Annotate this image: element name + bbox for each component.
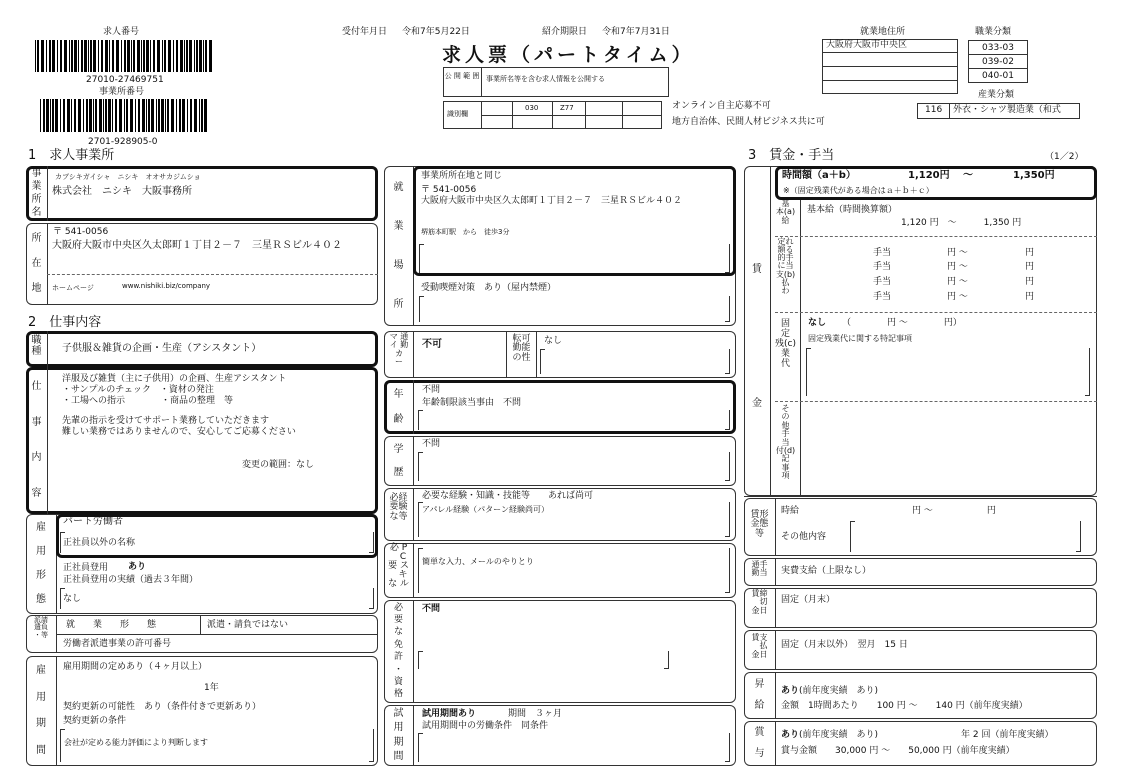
- regular-record: なし: [63, 594, 82, 604]
- job-type-label: 職 種: [31, 335, 42, 357]
- trial-cond: 試用期間中の労働条件 同条件: [422, 721, 549, 731]
- allowance-name: 手当: [873, 262, 892, 272]
- transfer-label: 転可 勤能 の性: [512, 334, 531, 363]
- renewal: 契約更新の可能性 あり（条件付きで更新あり）: [63, 702, 262, 712]
- office-zip: 〒 541-0056: [53, 227, 109, 237]
- bonus-note: (前年度実績 あり): [799, 730, 879, 740]
- pc-skill-label: 必 P C 要 ス キ な ル: [388, 543, 409, 589]
- commute-value: 実費支給（上限なし）: [781, 566, 872, 576]
- job-class: 040-01: [969, 69, 1028, 83]
- education-value: 不問: [422, 439, 441, 449]
- employment-period: 雇用期間の定めあり（４ヶ月以上）: [63, 662, 208, 672]
- industry-label: 産業分類: [978, 90, 1015, 100]
- work-zip: 〒 541-0056: [421, 185, 477, 195]
- industry: 外衣・シャツ製造業（和式: [953, 105, 1061, 115]
- hourly-tilde: ～: [963, 170, 973, 181]
- fixed-ot-range: （ 円 ～ 円）: [842, 318, 962, 328]
- work-place-col-label: 就 業 場 所: [393, 181, 404, 310]
- age-reason: 年齢制限該当事由 不問: [422, 398, 522, 408]
- work-address: 大阪府大阪市中央区久太郎町１丁目２－７ 三星ＲＳビル４０２: [421, 196, 683, 206]
- fixed-ot-value: なし: [808, 318, 827, 328]
- age-value: 不問: [422, 385, 441, 395]
- office-name-label: 事 業 所 名: [31, 168, 42, 218]
- industry-code: 116: [925, 105, 943, 115]
- payday-value: 固定（月末以外） 翌月 15 日: [781, 640, 908, 650]
- other-allowance-label: そ の 他 手 当 付(d) 記 事 項: [775, 404, 796, 481]
- regular-record-label: 正社員登用の実績（過去３年間）: [63, 575, 199, 585]
- employment-years: 1年: [204, 683, 219, 693]
- education-label: 学 歴: [393, 443, 404, 478]
- mycar-value: 不可: [422, 339, 442, 350]
- job-content-line: ・サンプルのチェック ・資材の発注: [62, 385, 214, 395]
- allowance-label: 定れ 額る 的手 に当 支(b) 払 わ: [775, 237, 796, 295]
- fixed-ot-note: 固定残業代に関する特記事項: [808, 334, 912, 343]
- work-place-label: 就業地住所: [860, 27, 906, 37]
- age-label: 年 齢: [393, 388, 404, 425]
- public-scope: 事業所名等を含む求人情報を公開する: [486, 75, 605, 83]
- section-2-title: 2 仕事内容: [28, 315, 102, 330]
- hourly-min: 1,120円: [908, 170, 950, 181]
- pay-form-other: その他内容: [781, 532, 827, 542]
- office-name: 株式会社 ニシキ 大阪事務所: [52, 186, 192, 197]
- id-code: 030: [525, 104, 539, 112]
- raise-label: 昇 給: [754, 678, 765, 712]
- allowance-yen: 円: [1025, 277, 1035, 287]
- job-class-label: 職業分類: [975, 27, 1012, 37]
- wage-label: 賃: [752, 264, 762, 275]
- transfer-value: なし: [544, 336, 563, 346]
- pc-skill-value: 簡単な入力、メールのやりとり: [422, 557, 534, 566]
- allowance-yen: 円: [1025, 262, 1035, 272]
- wage-label: 金: [752, 398, 762, 409]
- renewal-cond-label: 契約更新の条件: [63, 716, 127, 726]
- job-content-line: 先輩の指示を受けてサポート業務していただきます: [62, 416, 270, 426]
- employment-name-label: 正社員以外の名称: [63, 538, 136, 548]
- received-date: 令和7年5月22日: [402, 27, 470, 37]
- regular-value: あり: [128, 562, 147, 572]
- dispatch-sub-label: 就 業 形 態: [66, 620, 157, 630]
- experience-detail: アパレル経験（パターン経験尚可）: [422, 505, 549, 514]
- trial-label: 試 用 期 間: [393, 708, 404, 762]
- cutoff-value: 固定（月末）: [781, 595, 836, 605]
- raise-amount: 金額 1時間あたり 100 円 ～ 140 円（前年度実績）: [781, 701, 1028, 711]
- dispatch-value: 派遣・請負ではない: [207, 620, 289, 630]
- allowance-name: 手当: [873, 277, 892, 287]
- office-number-label: 事業所番号: [99, 87, 145, 97]
- job-class: 039-02: [969, 55, 1028, 69]
- fixed-note: ※（固定残業代がある場合はａ＋ｂ＋ｃ）: [783, 186, 934, 195]
- online-apply: オンライン自主応募不可: [672, 101, 771, 111]
- hourly-max: 1,350円: [1013, 170, 1055, 181]
- allowance-name: 手当: [873, 248, 892, 258]
- work-station: 堺筋本町駅 から 徒歩3分: [421, 228, 510, 236]
- id-code: Z77: [560, 104, 574, 112]
- bonus-amount: 賞与金額 30,000 円 ～ 50,000 円（前年度実績）: [781, 746, 1015, 756]
- fixed-ot-label: 固 定 残(c) 業 代: [775, 319, 796, 369]
- job-content-line: ・工場への指示 ・商品の整理 等: [62, 396, 234, 406]
- base-range: 1,120 円 ～ 1,350 円: [901, 218, 1022, 228]
- employment-label: 雇 用 形 態: [36, 522, 46, 605]
- public-scope-label: 公 開 範 囲: [444, 72, 480, 80]
- cutoff-label: 賃締 切 金日: [751, 589, 768, 615]
- allowance-name: 手当: [873, 292, 892, 302]
- trial-value: 試用期間あり: [422, 709, 477, 719]
- regular-label: 正社員登用: [63, 563, 109, 573]
- allowance-yen: 円: [1025, 292, 1035, 302]
- payday-label: 賃支 払 金日: [751, 633, 768, 659]
- allowance-range: 円 ～: [947, 248, 968, 258]
- trial-period: 期間 ３ヶ月: [508, 709, 563, 719]
- dispatch-permit: 労働者派遣事業の許可番号: [63, 639, 172, 649]
- job-type: 子供服＆雑貨の企画・生産（アシスタント）: [62, 343, 262, 354]
- job-number-barcode: [35, 40, 215, 72]
- allowance-yen: 円: [1025, 248, 1035, 258]
- work-same: 事業所所在地と同じ: [421, 171, 503, 181]
- license-value: 不問: [422, 604, 441, 614]
- bonus-times: 年 2 回（前年度実績）: [961, 730, 1054, 740]
- dispatch-label: 派請 遣負 ・等: [34, 616, 48, 639]
- bonus-value: あり: [781, 730, 800, 740]
- office-name-kana: カブシキガイシャ ニシキ オオサカジムショ: [55, 173, 201, 181]
- mycar-label: マ 通 イ 勤 カ ー: [389, 332, 409, 367]
- job-number: 27010-27469751: [86, 75, 164, 85]
- office-address: 大阪府大阪市中央区久太郎町１丁目２－７ 三星ＲＳビル４０２: [52, 240, 342, 251]
- hourly-label: 時間額（a＋b）: [782, 170, 856, 181]
- job-class: 033-03: [969, 41, 1028, 55]
- allowance-range: 円 ～: [947, 277, 968, 287]
- base-label: 基 本(a) 給: [775, 199, 796, 225]
- local-gov: 地方自治体、民間人材ビジネス共に可: [672, 117, 825, 127]
- experience-label: 必経 要験 な等: [389, 493, 408, 522]
- raise-note: (前年度実績 あり): [799, 686, 879, 696]
- office-number: 2701-928905-0: [88, 137, 158, 147]
- page-indicator: （1／2）: [1045, 152, 1084, 162]
- work-place: 大阪府大阪市中央区: [826, 40, 908, 50]
- period-col-label: 雇 用 期 間: [36, 665, 46, 756]
- homepage-label: ホームページ: [52, 284, 94, 292]
- job-content-line: 難しい業務ではありませんので、安心してご応募ください: [62, 427, 296, 437]
- allowance-range: 円 ～: [947, 292, 968, 302]
- pay-form-range: 円 ～ 円: [912, 506, 996, 516]
- page-title: 求人票（パートタイム）: [442, 44, 695, 66]
- employment-type: パート労働者: [63, 516, 123, 527]
- work-smoke: 受動喫煙対策 あり（屋内禁煙）: [421, 283, 557, 293]
- section-1-title: 1 求人事業所: [28, 148, 115, 163]
- job-content-label: 仕 事 内 容: [31, 380, 42, 500]
- bonus-label: 賞 与: [754, 727, 765, 759]
- office-loc-label: 所 在 地: [31, 232, 42, 295]
- homepage-link[interactable]: www.nishiki.biz/company: [122, 282, 211, 290]
- period-date: 令和7年7月31日: [602, 27, 670, 37]
- id-label: 識別欄: [447, 110, 468, 118]
- pay-form-label: 賃形 金態 等: [750, 510, 769, 539]
- commute-label: 通手 勤当: [751, 560, 768, 578]
- section-3-title: 3 賃金・手当: [748, 148, 835, 163]
- raise-value: あり: [781, 686, 800, 696]
- renewal-cond: 会社が定める能力評価により判断します: [64, 738, 208, 747]
- received-label: 受付年月日: [342, 27, 388, 37]
- pay-form: 時給: [781, 506, 800, 516]
- experience-value: 必要な経験・知識・技能等 あれば尚可: [422, 491, 594, 501]
- office-number-barcode: [40, 99, 212, 132]
- job-content-line: 洋服及び雑貨（主に子供用）の企画、生産アシスタント: [62, 374, 287, 384]
- allowance-range: 円 ～: [947, 262, 968, 272]
- job-number-label: 求人番号: [103, 27, 140, 37]
- period-label: 紹介期限日: [542, 27, 588, 37]
- base-desc: 基本給（時間換算額）: [807, 205, 898, 215]
- license-label: 必 要 な 免 許 ・ 資 格: [393, 602, 403, 700]
- change-scope: 変更の範囲：なし: [242, 460, 315, 470]
